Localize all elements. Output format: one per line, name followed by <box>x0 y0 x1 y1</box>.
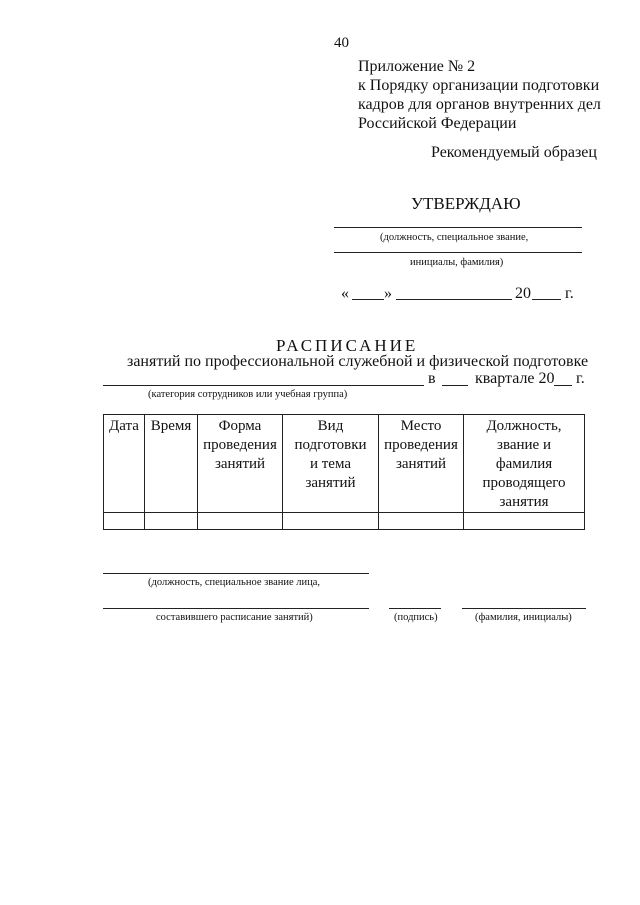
header-form <box>198 415 283 513</box>
header-type-topic <box>283 415 379 513</box>
table-cell <box>379 513 464 530</box>
signature-composer-line <box>103 608 369 609</box>
category-line <box>103 385 424 386</box>
schedule-table <box>103 414 585 530</box>
appendix-line-1: к Порядку организации подготовки <box>358 77 600 94</box>
date-day-line <box>352 299 384 300</box>
date-open-quote: « <box>341 285 349 302</box>
header-cell-text: и тема <box>309 456 352 472</box>
approve-line-name <box>334 252 582 253</box>
header-cell-text: Время <box>150 418 192 434</box>
approve-caption-position: (должность, специальное звание, <box>380 232 529 243</box>
approve-caption-name: инициалы, фамилия) <box>410 257 504 268</box>
appendix-title: Приложение № 2 <box>358 58 476 75</box>
table-cell <box>104 513 145 530</box>
category-caption: (категория сотрудников или учебная группа) <box>148 389 348 400</box>
sample-label: Рекомендуемый образец <box>431 144 597 161</box>
table-header-row <box>104 415 585 513</box>
header-cell-text: Вид <box>317 418 344 434</box>
date-close-quote: » <box>384 285 392 302</box>
header-cell-text: занятий <box>395 456 447 472</box>
approve-line-position <box>334 227 582 228</box>
date-year-prefix: 20 <box>515 285 531 302</box>
signature-position-line <box>103 573 369 574</box>
quarter-year-suffix: г. <box>576 370 585 387</box>
signature-caption-position: (должность, специальное звание лица, <box>148 577 321 588</box>
signature-caption-composer: составившего расписание занятий) <box>156 612 313 623</box>
quarter-number-line <box>442 385 468 386</box>
header-cell-text: занятий <box>214 456 266 472</box>
signature-name-line <box>462 608 586 609</box>
header-cell-text: Место <box>400 418 442 434</box>
header-cell-text: подготовки <box>294 437 367 453</box>
header-cell-text: фамилия <box>495 456 553 472</box>
appendix-line-3: Российской Федерации <box>358 115 517 132</box>
header-cell-text: занятия <box>499 494 549 510</box>
header-date <box>104 415 145 513</box>
approve-title: УТВЕРЖДАЮ <box>411 194 521 213</box>
table-cell <box>145 513 198 530</box>
header-cell-text: Дата <box>109 418 139 434</box>
header-time <box>145 415 198 513</box>
header-cell-text: проводящего <box>482 475 566 491</box>
page-number: 40 <box>334 35 349 51</box>
header-cell-text: Форма <box>218 418 262 434</box>
header-cell-text: звание и <box>497 437 551 453</box>
header-cell-text: занятий <box>305 475 356 491</box>
table-cell <box>198 513 283 530</box>
date-year-suffix: г. <box>565 285 574 302</box>
table-row <box>104 513 585 530</box>
signature-sign-line <box>389 608 441 609</box>
header-instructor <box>464 415 585 513</box>
signature-caption-sign: (подпись) <box>394 612 438 623</box>
date-year-line <box>532 299 561 300</box>
appendix-line-2: кадров для органов внутренних дел <box>358 96 601 113</box>
header-cell-text: Должность, <box>486 418 562 434</box>
signature-caption-name: (фамилия, инициалы) <box>475 612 572 623</box>
header-cell-text: проведения <box>203 437 277 453</box>
date-month-line <box>396 299 512 300</box>
header-place <box>379 415 464 513</box>
quarter-year-line <box>554 385 572 386</box>
table-cell <box>464 513 585 530</box>
schedule-title: РАСПИСАНИЕ <box>276 336 419 355</box>
table-cell <box>283 513 379 530</box>
in-word: в <box>428 370 436 387</box>
quarter-text: квартале 20 <box>475 370 555 387</box>
schedule-subtitle: занятий по профессиональной служебной и физической подготовке <box>127 353 589 370</box>
header-cell-text: проведения <box>384 437 458 453</box>
